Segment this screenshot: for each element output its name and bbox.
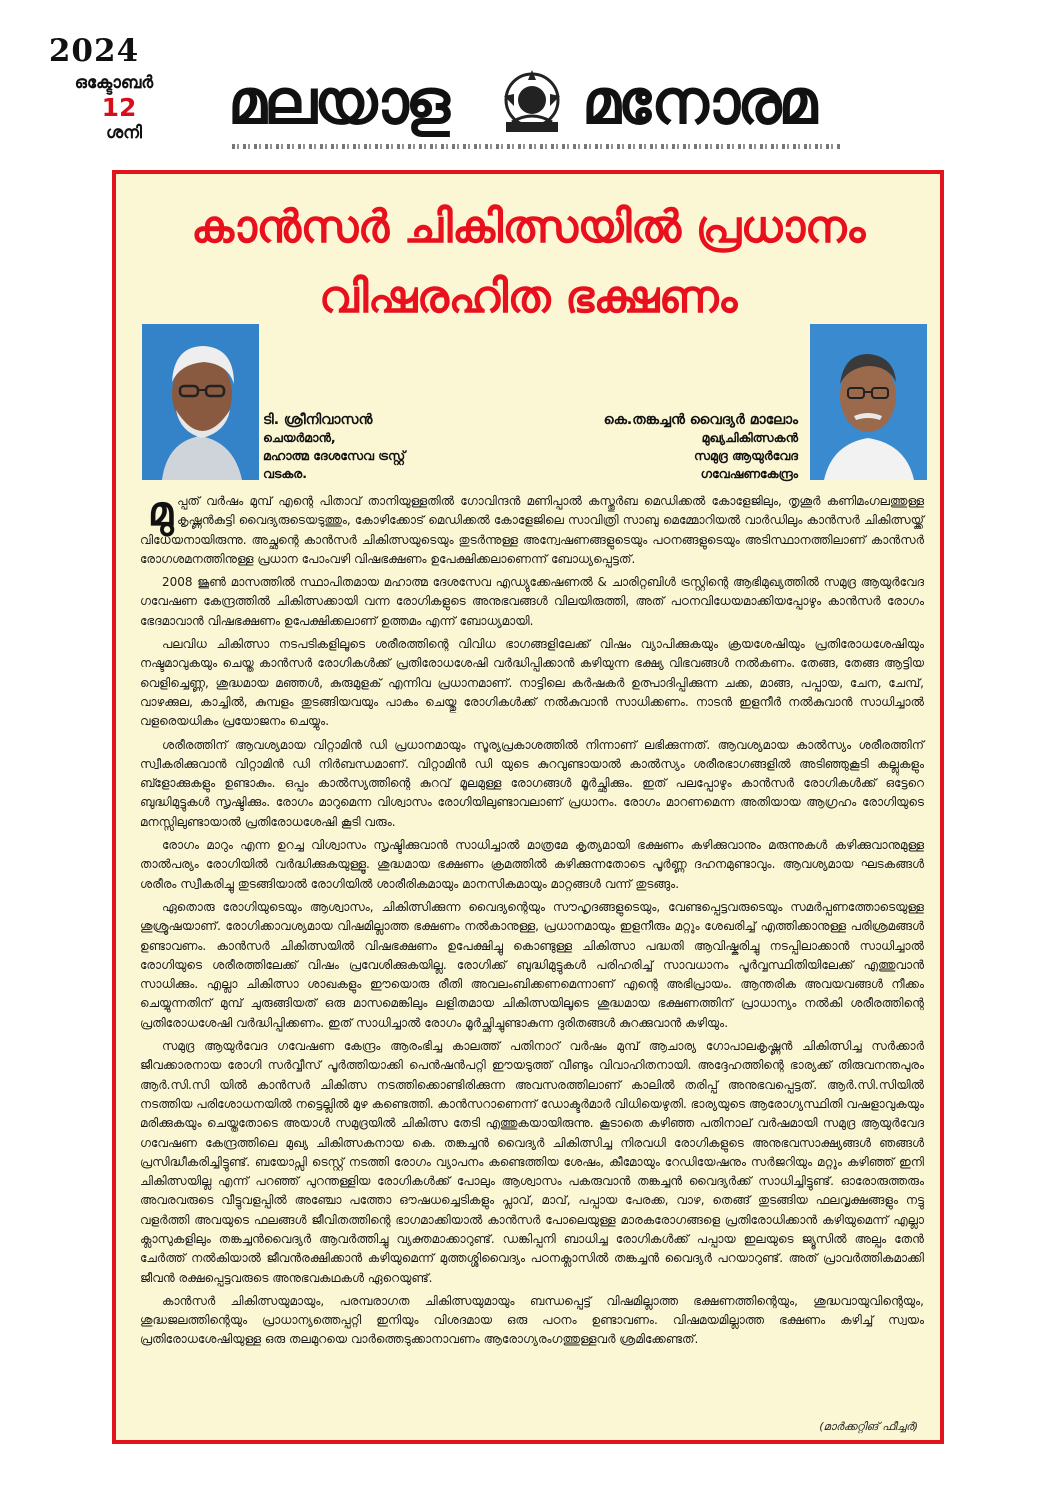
masthead xyxy=(222,66,848,150)
masthead-title-part2: മനോരമ xyxy=(582,65,815,138)
author-right-org: സമുദ്ര ആയുർവേദ xyxy=(693,448,798,463)
newspaper-emblem-icon xyxy=(492,66,572,140)
author-left-role: ചെയർമാൻ, xyxy=(263,430,336,445)
headline-line1: കാൻസർ ചികിത്സയിൽ പ്രധാനം xyxy=(191,200,865,253)
date-weekday: ശനി xyxy=(106,123,142,143)
headline-line2: വിഷരഹിത ഭക്ഷണം xyxy=(319,270,737,323)
date-year: 2024 xyxy=(48,33,140,69)
article-box xyxy=(112,170,944,1444)
paragraph-3: പലവിധ ചികിത്സാ നടപടികളിലൂടെ ശരീരത്തിന്റെ വിവിധ ഭാഗങ്ങളിലേക്ക് വിഷം വ്യാപിക്കുകയും ക്രയശേഷിയും പ്രതിരോധശേഷിയും നഷ്ടമാവുകയും ചെയ്ത കാൻസർ രോഗികൾക്ക് പ്രതിരോധശേഷി വർദ്ധിപ്പിക്കാൻ കഴിയുന്ന ഭക്ഷ്യ വിഭവങ്ങൾ നൽകണം. തേങ്ങ, തേങ്ങ ആട്ടിയ വെളിച്ചെണ്ണ, ശുദ്ധമായ മഞ്ഞൾ, കുരുമുളക് എന്നിവ പ്രധാനമാണ്. നാട്ടിലെ കർഷകർ ഉത്പാദിപ്പിക്കുന്ന ചക്ക, മാങ്ങ, പപ്പായ, ചേന, ചേമ്പ്, വാഴക്കുല, കാച്ചിൽ, കുമ്പളം തുടങ്ങിയവയും പാകം ചെയ്തു രോഗികൾക്ക് നൽകുവാൻ സാധിക്കണം. നാടൻ ഇളനീർ നൽകുവാൻ സാധിച്ചാൽ വളരെയധികം പ്രയോജനം ചെയ്യും. xyxy=(140,637,924,729)
portrait-left-icon xyxy=(142,324,259,480)
date-block xyxy=(34,34,164,144)
paragraph-1-text: പ്പത് വർഷം മുമ്പ് എന്റെ പിതാവ് താനിയുള്ളതിൽ ഗോവിന്ദൻ മണിപ്പാൽ കസ്തൂർബ മെഡിക്കൽ കോളേജിലും, തൃശൂർ കണിമംഗലത്തുള്ള കൃഷ്ണൻകുട്ടി വൈദ്യരുടെയടുത്തും, കോഴിക്കോട് മെഡിക്കൽ കോളേജിലെ സാവിത്രി സാബു മെമ്മോറിയൽ വാർഡിലും കാൻസർ ചികിത്സയ്ക്ക് വിധേയനായിരുന്നു. അച്ഛന്റെ കാൻസർ ചികിത്സയുടെയും തുടർന്നുള്ള അന്വേഷണങ്ങളുടെയും പഠനങ്ങളുടെയും അടിസ്ഥാനത്തിലാണ് കാൻസർ രോഗശമനത്തിനുള്ള പ്രധാന പോംവഴി വിഷഭക്ഷണം ഉപേക്ഷിക്കലാണെന്ന് ബോധ്യപ്പെട്ടത്. xyxy=(140,494,924,566)
author-photo-right xyxy=(810,324,927,480)
portrait-right-icon xyxy=(810,324,927,480)
paragraph-4: ശരീരത്തിന് ആവശ്യമായ വിറ്റാമിൻ ഡി പ്രധാനമായും സൂര്യപ്രകാശത്തിൽ നിന്നാണ് ലഭിക്കുന്നത്. ആവശ്യമായ കാൽസ്യം ശരീരത്തിന് സ്വീകരിക്കുവാൻ വിറ്റാമിൻ ഡി നിർബന്ധമാണ്. വിറ്റാമിൻ ഡി യുടെ കുറവുണ്ടായാൽ കാൽസ്യം ശരീരഭാഗങ്ങളിൽ അടിഞ്ഞുകൂടി കല്ലുകളും ബ്ളോക്കുകളും ഉണ്ടാകും. ഒപ്പം കാൽസ്യത്തിന്റെ കുറവ് മൂലമുള്ള രോഗങ്ങൾ മൂർച്ഛിക്കും. ഇത് പലപ്പോഴും കാൻസർ രോഗികൾക്ക് ഒട്ടേറെ ബുദ്ധിമുട്ടുകൾ സൃഷ്ടിക്കും. രോഗം മാറുമെന്ന വിശ്വാസം രോഗിയിലുണ്ടാവലാണ് പ്രധാനം. രോഗം മാറണമെന്ന അതിയായ ആഗ്രഹം രോഗിയുടെ മനസ്സിലുണ്ടായാൽ പ്രതിരോധശേഷി കൂടി വരും. xyxy=(140,737,924,829)
author-right-place: ഗവേഷണകേന്ദ്രം xyxy=(700,466,798,481)
author-right-name: കെ.തങ്കച്ചൻ വൈദ്യർ മാലോം xyxy=(603,412,798,428)
paragraph-2: 2008 ജൂൺ മാസത്തിൽ സ്ഥാപിതമായ മഹാത്മ ദേശസേവ എഡ്യുക്കേഷണൽ & ചാരിറ്റബിൾ ട്രസ്റ്റിന്റെ ആഭിമുഖ്യത്തിൽ സമുദ്ര ആയുർവേദ ഗവേഷണ കേന്ദ്രത്തിൽ ചികിത്സക്കായി വന്ന രോഗികളുടെ അനുഭവങ്ങൾ വിലയിരുത്തി, അത് പഠനവിധേയമാക്കിയപ്പോഴും കാൻസർ രോഗം ഭേദമാവാൻ വിഷഭക്ഷണം ഉപേക്ഷിക്കലാണ് ഉത്തമം എന്ന് ബോധ്യമായി. xyxy=(140,575,924,628)
paragraph-6: ഏതൊരു രോഗിയുടെയും ആശ്വാസം, ചികിത്സിക്കുന്ന വൈദ്യന്റെയും സൗഹൃദങ്ങളുടെയും, വേണ്ടപ്പെട്ടവരുടെയും സമർപ്പണത്തോടെയുള്ള ശുശ്രൂഷയാണ്. രോഗിക്കാവശ്യമായ വിഷമില്ലാത്ത ഭക്ഷണം നൽകാനുള്ള, പ്രധാനമായും ഇളനീരും മറ്റും ശേഖരിച്ച് എത്തിക്കാനുള്ള പരിശ്രമങ്ങൾ ഉണ്ടാവണം. കാൻസർ ചികിത്സയിൽ വിഷഭക്ഷണം ഉപേക്ഷിച്ചു കൊണ്ടുള്ള ചികിത്സാ പദ്ധതി ആവിഷ്കരിച്ചു നടപ്പിലാക്കാൻ സാധിച്ചാൽ രോഗിയുടെ ശരീരത്തിലേക്ക് വിഷം പ്രവേശിക്കുകയില്ല. രോഗിക്ക് ബുദ്ധിമുട്ടുകൾ പരിഹരിച്ച് സാവധാനം പൂർവ്വസ്ഥിതിയിലേക്ക് എത്തുവാൻ സാധിക്കും. എല്ലാ ചികിത്സാ ശാഖകളും ഈയൊരു രീതി അവലംബിക്കണമെന്നാണ് എന്റെ അഭിപ്രായം. ആന്തരിക അവയവങ്ങൾ നീക്കം ചെയ്യുന്നതിന് മുമ്പ് ചുരുങ്ങിയത് ഒരു മാസമെങ്കിലും ലളിതമായ ചികിത്സയിലൂടെ ശുദ്ധമായ ഭക്ഷണത്തിന് പ്രാധാന്യം നൽകി ശരീരത്തിന്റെ പ്രതിരോധശേഷി വർദ്ധിപ്പിക്കണം. ഇത് സാധിച്ചാൽ രോഗം മൂർച്ഛിച്ചുണ്ടാകുന്ന ദുരിതങ്ങൾ കുറക്കുവാൻ കഴിയും. xyxy=(140,899,924,1030)
author-photo-left xyxy=(142,324,259,480)
author-left-credit xyxy=(263,411,405,483)
author-left-place: വടകര. xyxy=(263,466,307,481)
author-left-org: മഹാത്മ ദേശസേവ ട്രസ്റ്റ് xyxy=(263,448,406,463)
article-body xyxy=(140,488,924,1354)
author-right-credit xyxy=(604,411,798,483)
date-day: 12 xyxy=(101,93,137,122)
headline xyxy=(116,192,940,332)
masthead-title-part1: മലയാള xyxy=(228,65,447,138)
author-left-name: ടി. ശ്രീനിവാസൻ xyxy=(263,412,373,428)
paragraph-1 xyxy=(140,488,924,569)
paragraph-5: രോഗം മാറും എന്ന ഉറച്ച വിശ്വാസം സൃഷ്ടിക്കുവാൻ സാധിച്ചാൽ മാത്രമേ കൃത്യമായി ഭക്ഷണം കഴിക്കുവാനും മരുന്നുകൾ കഴിക്കുവാനുമുള്ള താൽപര്യം രോഗിയിൽ വർദ്ധിക്കുകയുള്ളൂ. ശുദ്ധമായ ഭക്ഷണം ക്രമത്തിൽ കഴിക്കുന്നതോടെ പൂർണ്ണ ദഹനമുണ്ടാവും. ആവശ്യമായ ഘടകങ്ങൾ ശരീരം സ്വീകരിച്ചു തുടങ്ങിയാൽ രോഗിയിൽ ശാരീരികമായും മാനസികമായും മാറ്റങ്ങൾ വന്ന് തുടങ്ങും. xyxy=(140,838,924,891)
paragraph-8: കാൻസർ ചികിത്സയുമായും, പരമ്പരാഗത ചികിത്സയുമായും ബന്ധപ്പെട്ട് വിഷമില്ലാത്ത ഭക്ഷണത്തിന്റെയും, ശുദ്ധവായുവിന്റെയും, ശുദ്ധജലത്തിന്റെയും പ്രാധാന്യത്തെപ്പറ്റി ഇനിയും വിശദമായ ഒരു പഠനം ഉണ്ടാവണം. വിഷമയമില്ലാത്ത ഭക്ഷണം കഴിച്ച് സ്വയം പ്രതിരോധശേഷിയുള്ള ഒരു തലമുറയെ വാർത്തെടുക്കാനാവണം ആരോഗ്യരംഗത്തുള്ളവർ ശ്രമിക്കേണ്ടത്. xyxy=(140,1293,924,1347)
author-right-role: മുഖ്യചികിത്സകൻ xyxy=(701,430,798,445)
marketing-feature-note: (മാർക്കറ്റിങ് ഫീച്ചർ) xyxy=(819,1420,918,1433)
drop-cap: മു xyxy=(148,488,174,535)
paragraph-7: സമുദ്ര ആയുർവേദ ഗവേഷണ കേന്ദ്രം ആരംഭിച്ച കാലത്ത് പതിനാറ് വർഷം മുമ്പ് ആചാര്യ ഗോപാലകൃഷ്ണൻ ചികിത്സിച്ച സർക്കാർ ജീവക്കാരനായ രോഗി സർവ്വീസ് പൂർത്തിയാക്കി പെൻഷൻപറ്റി ഈയടുത്ത് വീണ്ടും വിവാഹിതനായി. അദ്ദേഹത്തിന്റെ ഭാര്യക്ക് തിരുവനന്തപുരം ആർ.സി.സി യിൽ കാൻസർ ചികിത്സ നടത്തിക്കൊണ്ടിരിക്കുന്ന അവസരത്തിലാണ് കാലിൽ തരിപ്പ് അനുഭവപ്പെട്ടത്. ആർ.സി.സിയിൽ നടത്തിയ പരിശോധനയിൽ നട്ടെല്ലിൽ മുഴ കണ്ടെത്തി. കാൻസറാണെന്ന് ഡോക്ടർമാർ വിധിയെഴുതി. ഭാര്യയുടെ ആരോഗ്യസ്ഥിതി വഷളാവുകയും മരിക്കുകയും ചെയ്തതോടെ അയാൾ സമുദ്രയിൽ ചികിത്സ തേടി എത്തുകയായിരുന്നു. കൂടാതെ കഴിഞ്ഞ പതിനാല് വർഷമായി സമുദ്ര ആയുർവേദ ഗവേഷണ കേന്ദ്രത്തിലെ മുഖ്യ ചികിത്സകനായ കെ. തങ്കച്ചൻ വൈദ്യർ ചികിത്സിച്ച നിരവധി രോഗികളുടെ അനുഭവസാക്ഷ്യങ്ങൾ ഞങ്ങൾ പ്രസിദ്ധീകരിച്ചിട്ടുണ്ട്. ബയോപ്സി ടെസ്റ്റ് നടത്തി രോഗം വ്യാപനം കണ്ടെത്തിയ ശേഷം, കീമോയും റേഡിയേഷനും സർജറിയും മറ്റും കഴിഞ്ഞ് ഇനി ചികിത്സയില്ല എന്ന് പറഞ്ഞ് പുറന്തള്ളിയ രോഗികൾക്ക് പോലും ആശ്വാസം പകരുവാൻ തങ്കച്ചൻ വൈദ്യർക്ക് സാധിച്ചിട്ടുണ്ട്. ഓരോരുത്തരും അവരവരുടെ വീട്ടുവളപ്പിൽ അഞ്ചോ പത്തോ ഔഷധച്ചെടികളും പ്ലാവ്, മാവ്, പപ്പായ പേരക്ക, വാഴ, തെങ്ങ് തുടങ്ങിയ ഫലവൃക്ഷങ്ങളും നട്ടു വളർത്തി അവയുടെ ഫലങ്ങൾ ജീവിതത്തിന്റെ ഭാഗമാക്കിയാൽ കാൻസർ പോലെയുള്ള മാരകരോഗങ്ങളെ പ്രതിരോധിക്കാൻ കഴിയുമെന്ന് എല്ലാ ക്ലാസുകളിലും തങ്കച്ചൻവൈദ്യർ ആവർത്തിച്ചു വ്യക്തമാക്കാറുണ്ട്. ഡങ്കിപ്പനി ബാധിച്ച രോഗികൾക്ക് പപ്പായ ഇലയുടെ ജ്യൂസിൽ അല്പം തേൻ ചേർത്ത് നൽകിയാൽ ജീവൻരക്ഷിക്കാൻ കഴിയുമെന്ന് മുത്തശ്ശിവൈദ്യം പഠനക്ലാസിൽ തങ്കച്ചൻ വൈദ്യർ പറയാറുണ്ട്. അത് പ്രാവർത്തികമാക്കി ജീവൻ രക്ഷപ്പെട്ടവരുടെ അനുഭവകഥകൾ ഏറെയുണ്ട്. xyxy=(140,1039,924,1285)
masthead-tagline-strip xyxy=(232,144,842,149)
date-month: ഒക്ടോബർ xyxy=(74,73,154,93)
